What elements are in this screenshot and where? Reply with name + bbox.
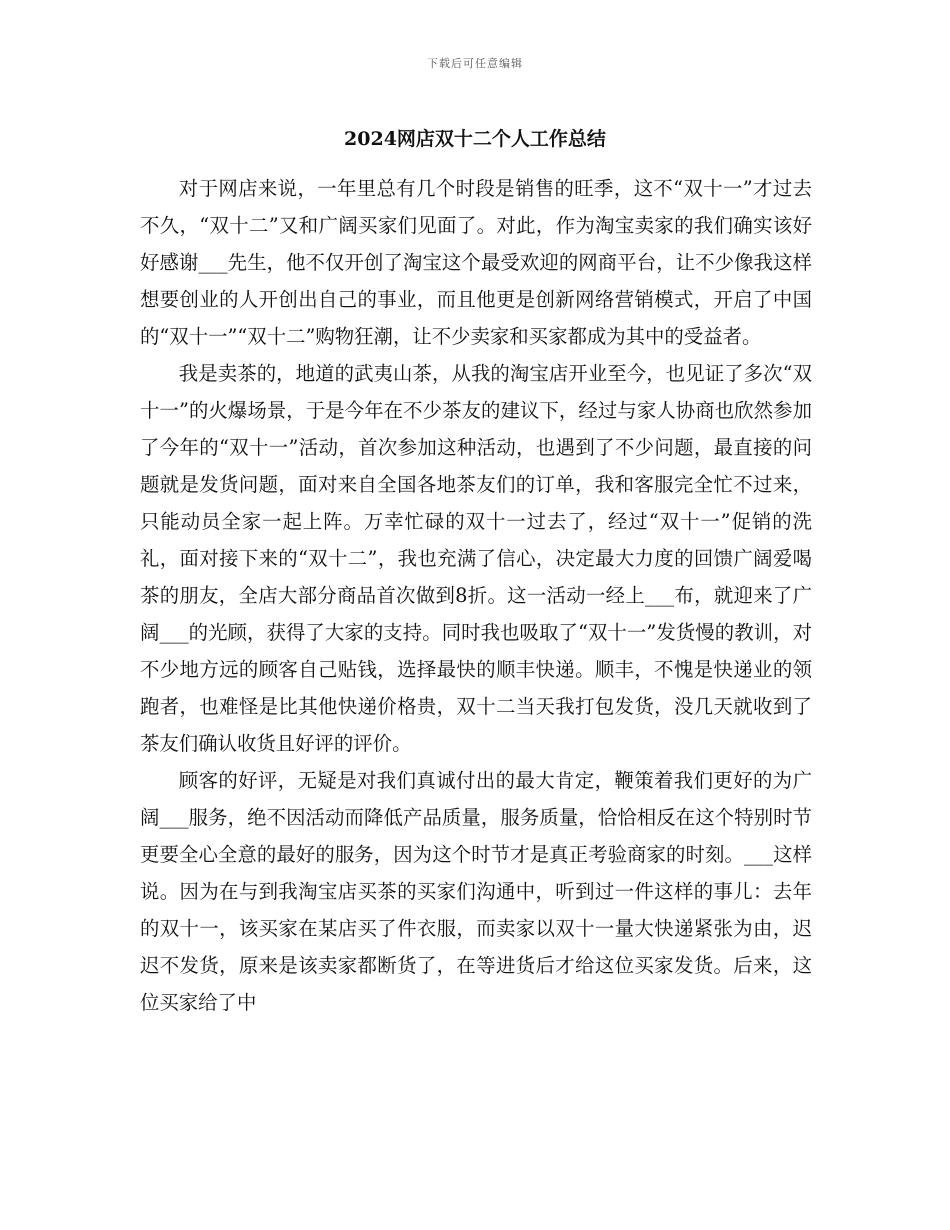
page-header-note: 下载后可任意编辑 bbox=[427, 57, 523, 70]
paragraph-1: 对于网店来说，一年里总有几个时段是销售的旺季，这不“双十一”才过去不久，“双十二”又和广阔买家们见面了。对此，作为淘宝卖家的我们确实该好好感谢___先生，他不仅开创了淘宝这个最受欢迎的网商平台，让不少像我这样想要创业的人开创出自己的事业，而且他更是创新网络营销模式，开启了中国的“双十一”“双十二”购物狂潮，让不少卖家和买家都成为其中的受益者。 bbox=[140, 177, 812, 348]
paragraph-2: 我是卖茶的，地道的武夷山茶，从我的淘宝店开业至今，也见证了多次“双十一”的火爆场景，于是今年在不少茶友的建议下，经过与家人协商也欣然参加了今年的“双十一”活动，首次参加这种活动，也遇到了不少问题，最直接的问题就是发货问题，面对来自全国各地茶友们的订单，我和客服完全忙不过来，只能动员全家一起上阵。万幸忙碌的双十一过去了，经过“双十一”促销的洗礼，面对接下来的“双十二”，我也充满了信心，决定最大力度的回馈广阔爱喝茶的朋友，全店大部分商品首次做到8折。这一活动一经上___布，就迎来了广阔___的光顾，获得了大家的支持。同时我也吸取了“双十一”发货慢的教训，对不少地方远的顾客自己贴钱，选择最快的顺丰快递。顺丰，不愧是快递业的领跑者，也难怪是比其他快递价格贵，双十二当天我打包发货，没几天就收到了茶友们确认收货且好评的评价。 bbox=[140, 362, 812, 755]
document-title: 2024网店双十二个人工作总结 bbox=[344, 128, 606, 150]
document-body bbox=[140, 170, 812, 1021]
paragraph-3: 顾客的好评，无疑是对我们真诚付出的最大肯定，鞭策着我们更好的为广阔___服务，绝不因活动而降低产品质量，服务质量，恰恰相反在这个特别时节更要全心全意的最好的服务，因为这个时节才是真正考验商家的时刻。___这样说。因为在与到我淘宝店买茶的买家们沟通中，听到过一件这样的事儿：去年的双十一，该买家在某店买了件衣服，而卖家以双十一量大快递紧张为由，迟迟不发货，原来是该卖家都断货了，在等进货后才给这位买家发货。后来，这位买家给了中 bbox=[140, 769, 812, 1014]
